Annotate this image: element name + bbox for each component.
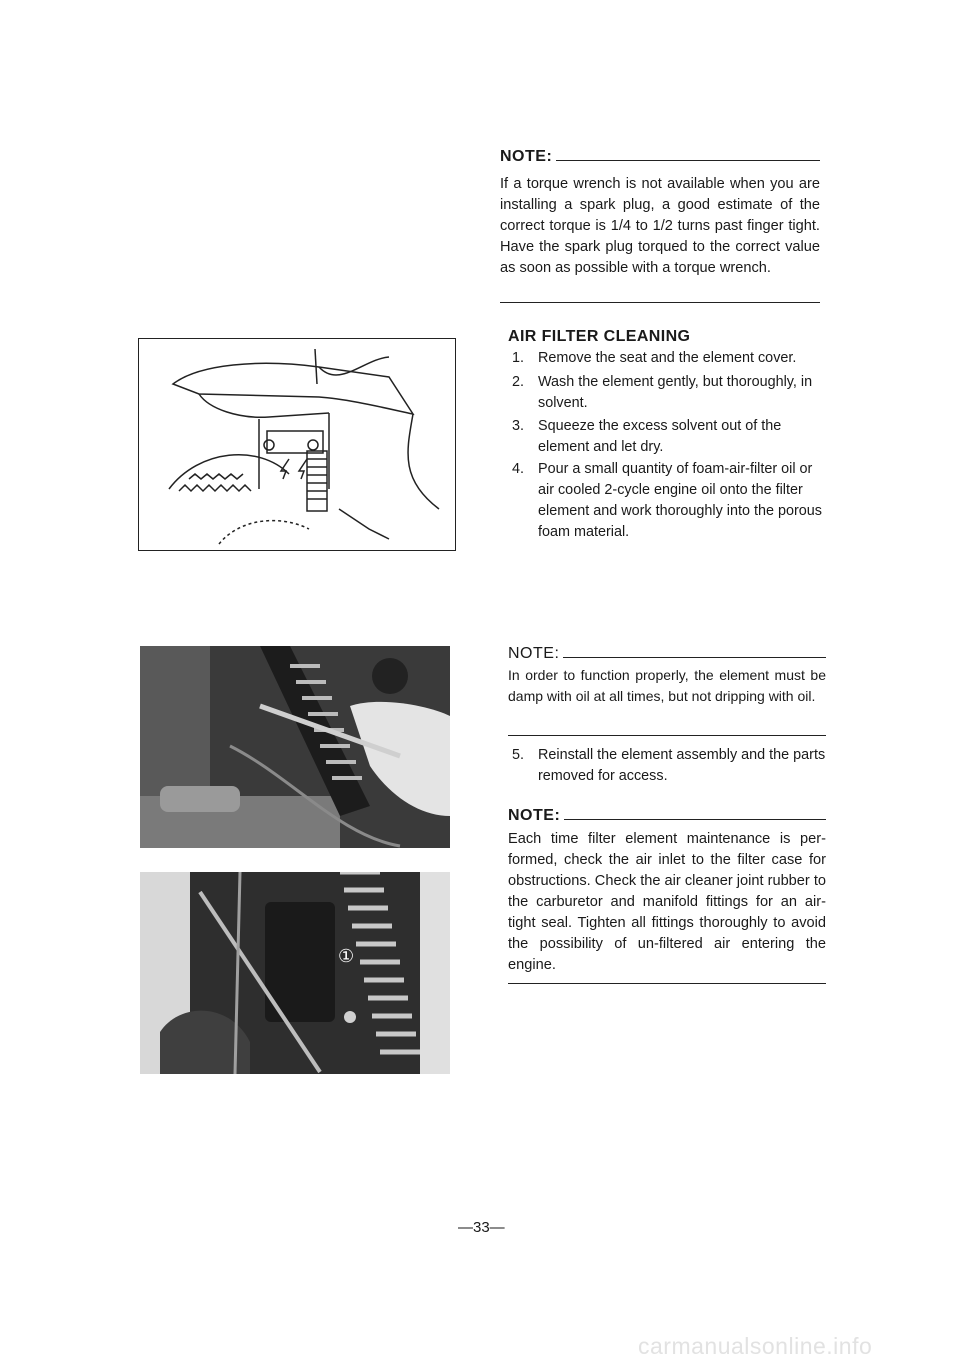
note-3-text: Each time filter element maintenance is per-formed, check the air inlet to the filter case for obstructions. Check the air cleaner joint rubber to the carburetor and manifold fittings for an air-tight seal. Tighten all fittings thoroughly to avoid the possibility of un-filtered air entering the engine.: [508, 831, 826, 973]
page-number: —33—: [458, 1219, 505, 1236]
note-1-label: NOTE:: [500, 148, 553, 165]
step-number: 5.: [512, 747, 525, 763]
note-1-rule: [556, 159, 820, 161]
element-oiling-photo: [140, 646, 450, 848]
step-3: [512, 416, 828, 458]
seat-line-drawing: [139, 339, 455, 550]
step-2: [512, 372, 828, 414]
step-4: [512, 459, 828, 543]
step-number: 1.: [512, 350, 525, 366]
step-number: 4.: [512, 461, 525, 477]
section-title: AIR FILTER CLEANING: [508, 328, 691, 345]
photo-1-illustration: [140, 646, 450, 848]
seat-removal-figure: [138, 338, 456, 551]
step-text: Wash the element gently, but thoroughly, in solvent.: [538, 374, 813, 411]
watermark: carmanualsonline.info: [638, 1333, 873, 1359]
air-inlet-photo: [140, 872, 450, 1074]
photo-2-illustration: [140, 872, 450, 1074]
note-1-bottom-rule: [500, 302, 820, 303]
note-3-label: NOTE:: [508, 807, 561, 824]
step-text: Remove the seat and the element cover.: [538, 350, 797, 366]
step-5: [512, 745, 826, 787]
note-1-text: If a torque wrench is not available when you are installing a spark plug, a good estimate of the correct torque is 1/4 to 1/2 turns past finger tight. Have the spark plug torqued to the correct value as soon as possible with a torque wrench.: [500, 176, 820, 276]
note-2-bottom-rule: [508, 735, 826, 736]
note-2-label: NOTE:: [508, 645, 560, 662]
note-1-header: [500, 148, 820, 166]
note-2-header: [508, 645, 826, 663]
step-number: 3.: [512, 418, 525, 434]
step-1: [512, 348, 828, 369]
step-text: Reinstall the element assembly and the parts removed for access.: [538, 747, 826, 784]
note-3-bottom-rule: [508, 983, 826, 984]
note-3-header: [508, 807, 826, 825]
step-text: Squeeze the excess solvent out of the element and let dry.: [538, 418, 782, 455]
note-2-text: In order to function properly, the element must be damp with oil at all times, but not dripping with oil.: [508, 667, 826, 704]
step-number: 2.: [512, 374, 525, 390]
note-3-rule: [564, 818, 826, 820]
callout-1-label: ①: [338, 946, 355, 966]
step-text: Pour a small quantity of foam-air-filter oil or air cooled 2-cycle engine oil onto the filter element and work thoroughly into the porous foam material.: [538, 461, 822, 540]
note-2-rule: [563, 656, 826, 658]
